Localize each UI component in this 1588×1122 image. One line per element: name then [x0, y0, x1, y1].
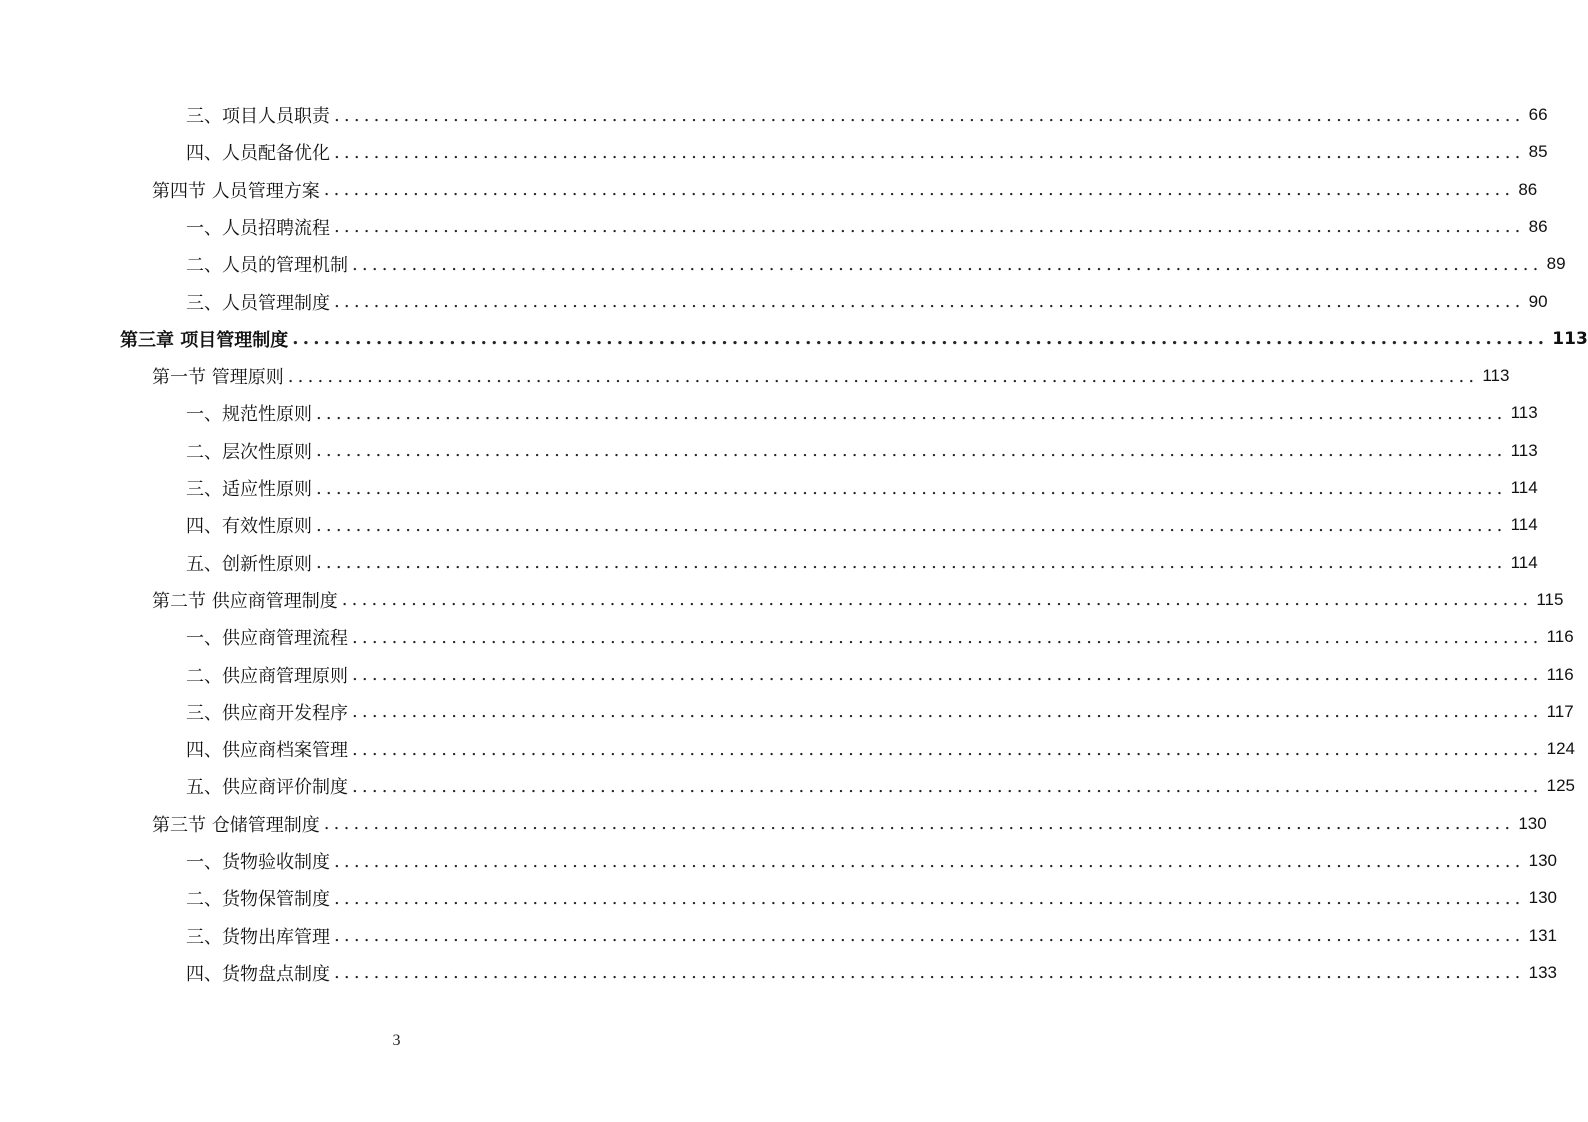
- toc-entry-page: 114: [1510, 552, 1538, 572]
- toc-entry[interactable]: [186, 621, 1574, 653]
- toc-entry[interactable]: [186, 248, 1566, 280]
- toc-leader-dots: ........................................................................................................................: [352, 253, 1543, 275]
- toc-entry-label: 三、人员管理制度: [186, 292, 330, 314]
- toc-entry[interactable]: [152, 360, 1510, 392]
- toc-entry-label: 四、货物盘点制度: [186, 963, 330, 985]
- toc-leader-dots: ........................................................................................................................: [292, 328, 1549, 350]
- toc-leader-dots: ........................................................................................................................: [323, 813, 1515, 835]
- toc-entry-label: 第三章 项目管理制度: [120, 329, 289, 351]
- toc-entry-label: 五、供应商评价制度: [186, 777, 348, 799]
- toc-entry-page: 131: [1528, 925, 1557, 945]
- toc-entry[interactable]: [186, 547, 1538, 579]
- toc-entry[interactable]: [152, 808, 1547, 840]
- toc-entry[interactable]: [186, 397, 1538, 429]
- toc-entry[interactable]: [186, 696, 1574, 728]
- toc-leader-dots: ........................................................................................................................: [316, 514, 1507, 536]
- toc-entry-page: 130: [1528, 851, 1557, 870]
- toc-entry[interactable]: [186, 211, 1548, 243]
- toc-leader-dots: ........................................................................................................................: [316, 440, 1507, 462]
- toc-entry-label: 四、有效性原则: [186, 516, 312, 538]
- toc-entry-page: 117: [1546, 701, 1574, 721]
- toc-entry-label: 四、供应商档案管理: [186, 740, 348, 762]
- toc-entry-label: 二、货物保管制度: [186, 889, 330, 911]
- toc-entry[interactable]: [186, 733, 1575, 765]
- toc-leader-dots: ........................................................................................................................: [334, 104, 1525, 126]
- toc-leader-dots: ........................................................................................................................: [334, 962, 1525, 984]
- toc-leader-dots: ........................................................................................................................: [334, 850, 1525, 872]
- toc-entry-page: 114: [1510, 515, 1538, 535]
- toc-entry-page: 66: [1528, 105, 1548, 124]
- toc-entry-page: 85: [1528, 142, 1548, 162]
- toc-entry[interactable]: [186, 920, 1557, 952]
- toc-entry-label: 第二节 供应商管理制度: [152, 590, 338, 612]
- toc-entry-label: 三、项目人员职责: [186, 106, 330, 127]
- toc-leader-dots: ........................................................................................................................: [334, 291, 1525, 312]
- toc-leader-dots: ........................................................................................................................: [352, 626, 1543, 648]
- toc-entry-label: 一、货物验收制度: [186, 852, 330, 873]
- toc-entry-page: 113: [1482, 366, 1510, 386]
- toc-entry-label: 一、规范性原则: [186, 404, 312, 426]
- toc-entry-page: 130: [1518, 813, 1547, 833]
- toc-entry-label: 三、供应商开发程序: [186, 702, 348, 724]
- toc-entry-label: 二、供应商管理原则: [186, 665, 348, 687]
- toc-entry-page: 89: [1546, 254, 1566, 274]
- toc-entry[interactable]: [186, 659, 1574, 691]
- toc-leader-dots: ........................................................................................................................: [334, 925, 1525, 947]
- toc-entry-label: 第三节 仓储管理制度: [152, 814, 320, 836]
- toc-entry-page: 86: [1518, 179, 1538, 199]
- toc-entry-label: 一、供应商管理流程: [186, 628, 348, 650]
- toc-entry[interactable]: [186, 770, 1575, 802]
- toc-leader-dots: ........................................................................................................................: [334, 141, 1525, 163]
- page-number: 3: [392, 1032, 401, 1049]
- toc-leader-dots: ........................................................................................................................: [352, 738, 1543, 760]
- toc-entry[interactable]: [186, 845, 1557, 877]
- toc-entry-label: 第四节 人员管理方案: [152, 180, 320, 202]
- toc-entry[interactable]: [186, 136, 1548, 168]
- toc-entry[interactable]: [186, 957, 1557, 989]
- toc-leader-dots: ........................................................................................................................: [316, 552, 1507, 574]
- toc-entry-page: 113: [1510, 440, 1538, 460]
- toc-entry[interactable]: [186, 882, 1557, 914]
- toc-entry-page: 86: [1528, 216, 1548, 236]
- toc-leader-dots: ........................................................................................................................: [352, 775, 1543, 797]
- toc-leader-dots: ........................................................................................................................: [323, 179, 1515, 201]
- toc-entry-label: 五、创新性原则: [186, 553, 312, 575]
- toc-entry-page: 124: [1546, 739, 1575, 759]
- toc-entry-page: 133: [1528, 962, 1557, 982]
- toc-leader-dots: ........................................................................................................................: [287, 365, 1479, 387]
- toc-leader-dots: ........................................................................................................................: [352, 701, 1543, 723]
- toc-entry[interactable]: [186, 435, 1538, 467]
- toc-leader-dots: ........................................................................................................................: [341, 589, 1533, 611]
- toc-leader-dots: ........................................................................................................................: [334, 216, 1525, 238]
- toc-entry-page: 113: [1552, 328, 1588, 349]
- toc-entry[interactable]: [186, 509, 1538, 541]
- toc-entry-page: 115: [1536, 589, 1564, 609]
- toc-entry-label: 四、人员配备优化: [186, 143, 330, 165]
- toc-entry-label: 第一节 管理原则: [152, 367, 284, 389]
- toc-leader-dots: ........................................................................................................................: [334, 887, 1525, 909]
- toc-entry-page: 113: [1510, 403, 1538, 423]
- toc-entry-label: 一、人员招聘流程: [186, 217, 330, 239]
- toc-entry[interactable]: [186, 286, 1548, 318]
- toc-entry-page: 130: [1528, 888, 1557, 908]
- toc-entry-page: 90: [1528, 291, 1548, 311]
- toc-entry-page: 116: [1546, 664, 1574, 684]
- toc-entry-label: 二、层次性原则: [186, 441, 312, 463]
- toc-entry-page: 125: [1546, 776, 1575, 796]
- toc-entry-page: 114: [1510, 478, 1538, 497]
- toc-entry[interactable]: [186, 99, 1548, 131]
- toc-leader-dots: ........................................................................................................................: [316, 477, 1507, 499]
- toc-entry-page: 116: [1546, 627, 1574, 647]
- toc-entry-label: 二、人员的管理机制: [186, 255, 348, 277]
- toc-leader-dots: ........................................................................................................................: [352, 664, 1543, 685]
- toc-entry-label: 三、适应性原则: [186, 479, 312, 500]
- toc-entry[interactable]: [152, 584, 1564, 616]
- toc-entry[interactable]: [120, 323, 1588, 355]
- toc-entry[interactable]: [152, 174, 1538, 206]
- toc-leader-dots: ........................................................................................................................: [316, 402, 1507, 424]
- toc-entry[interactable]: [186, 472, 1538, 504]
- toc-entry-label: 三、货物出库管理: [186, 926, 330, 948]
